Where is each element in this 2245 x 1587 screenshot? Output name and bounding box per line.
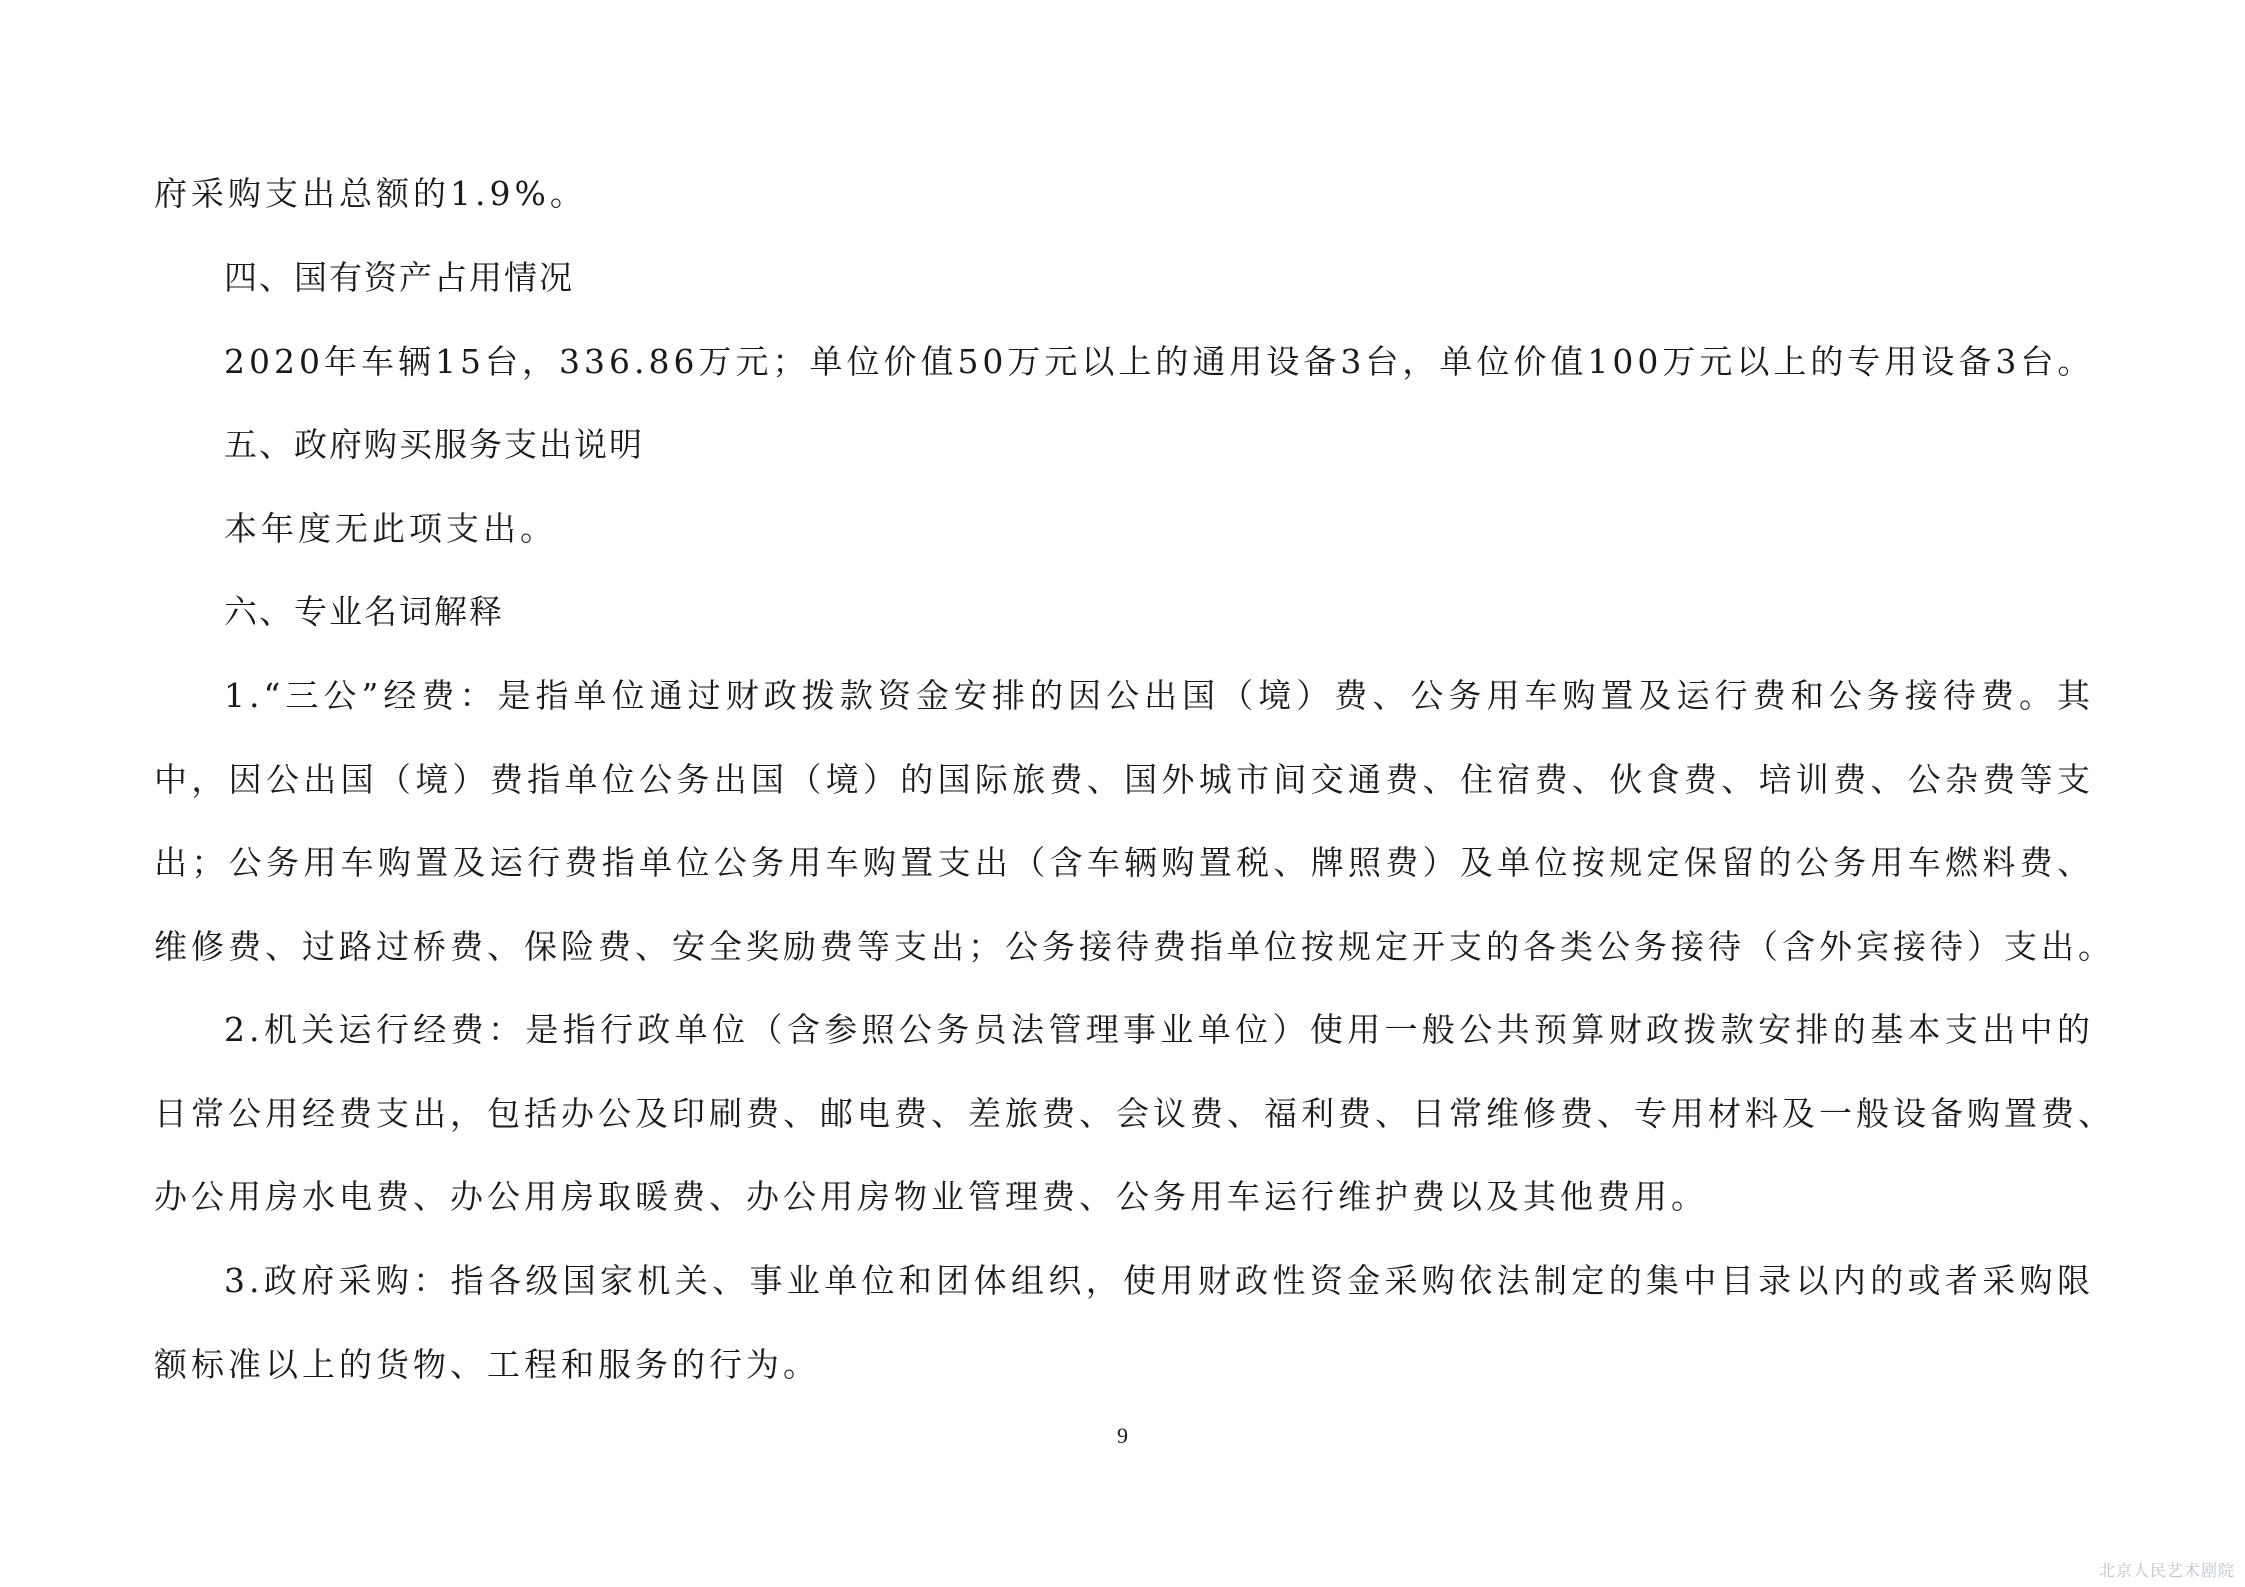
section-heading-assets: 四、国有资产占用情况 (224, 258, 574, 297)
page-number: 9 (1117, 1423, 1128, 1448)
watermark: 北京人民艺术剧院 (2098, 1561, 2235, 1580)
term-2-line-2: 日常公用经费支出，包括办公及印刷费、邮电费、差旅费、会议费、福利费、日常维修费、专用材料及一般设备购置费、 (154, 1094, 2115, 1133)
paragraph-assets: 2020年车辆15台，336.86万元；单位价值50万元以上的通用设备3台，单位价值100万元以上的专用设备3台。 (224, 342, 2095, 381)
term-3-line-1: 3.政府采购：指各级国家机关、事业单位和团体组织，使用财政性资金采购依法制定的集中目录以内的或者采购限 (224, 1261, 2094, 1300)
paragraph-continuation: 府采购支出总额的1.9%。 (154, 174, 587, 213)
section-heading-services: 五、政府购买服务支出说明 (224, 425, 644, 464)
paragraph-services: 本年度无此项支出。 (224, 509, 557, 548)
section-heading-terms: 六、专业名词解释 (224, 592, 504, 631)
term-1-line-1: 1.“三公”经费：是指单位通过财政拨款资金安排的因公出国（境）费、公务用车购置及运行费和公务接待费。其 (224, 676, 2094, 715)
term-3-line-2: 额标准以上的货物、工程和服务的行为。 (154, 1345, 820, 1384)
term-1-line-2: 中，因公出国（境）费指单位公务出国（境）的国际旅费、国外城市间交通费、住宿费、伙食费、培训费、公杂费等支 (154, 760, 2094, 799)
term-1-line-3: 出；公务用车购置及运行费指单位公务用车购置支出（含车辆购置税、牌照费）及单位按规定保留的公务用车燃料费、 (154, 843, 2094, 882)
term-2-line-1: 2.机关运行经费：是指行政单位（含参照公务员法管理事业单位）使用一般公共预算财政拨款安排的基本支出中的 (224, 1010, 2094, 1049)
term-2-line-3: 办公用房水电费、办公用房取暖费、办公用房物业管理费、公务用车运行维护费以及其他费用。 (154, 1177, 1708, 1216)
term-1-line-4: 维修费、过路过桥费、保险费、安全奖励费等支出；公务接待费指单位按规定开支的各类公务接待（含外宾接待）支出。 (154, 927, 2115, 966)
